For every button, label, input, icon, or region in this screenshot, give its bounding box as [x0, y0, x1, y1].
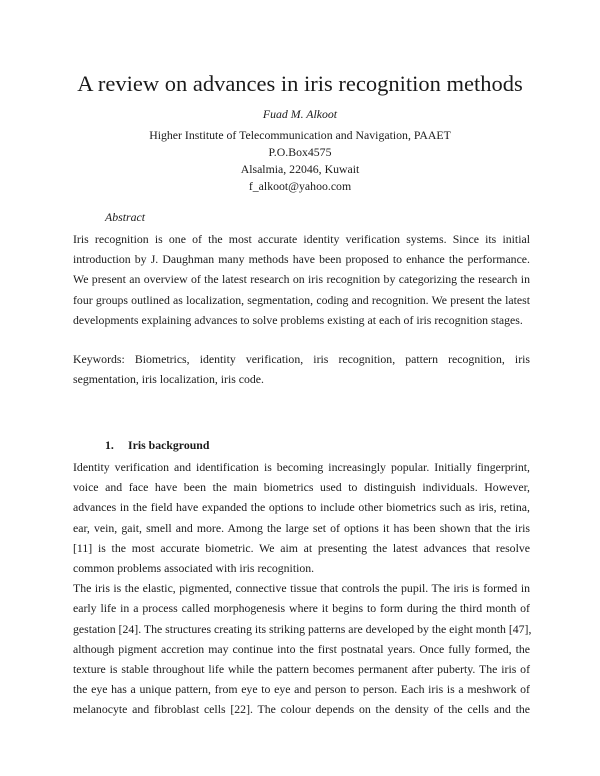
text-line: ear, vein, gait, smell and more. Among the large set of options it has been shown that the iris — [73, 520, 530, 535]
text-line: common problems associated with iris recognition. — [73, 560, 315, 575]
text-line: advances in the field have expanded the options to include other biometrics such as iris, retina, — [73, 500, 530, 515]
affiliation-block — [0, 127, 600, 195]
text-line: The iris is the elastic, pigmented, connective tissue that controls the pupil. The iris is formed in — [73, 581, 530, 596]
affiliation-line: Higher Institute of Telecommunication and Navigation, PAAET — [149, 128, 451, 142]
text-line: [11] is the most accurate biometric. We aim at presenting the latest advances that resolve — [73, 540, 530, 555]
section-heading — [105, 438, 209, 453]
text-line: four groups outlined as localization, segmentation, coding and recognition. We present the latest — [73, 292, 530, 307]
paper-title: A review on advances in iris recognition methods — [77, 71, 523, 96]
abstract-paragraph — [73, 229, 530, 330]
text-line: voice and face have been the main biometrics used to distinguish individuals. However, — [73, 480, 530, 495]
text-line: We present an overview of the latest research on iris recognition by categorizing the research in — [73, 272, 530, 287]
text-line: Keywords: Biometrics, identity verification, iris recognition, pattern recognition, iris — [73, 352, 530, 366]
text-line: Identity verification and identification is becoming increasingly popular. Initially fingerprint, — [73, 460, 530, 474]
text-line: melanocyte and fibroblast cells [22]. The colour depends on the density of the cells and the — [73, 702, 530, 717]
text-line: early life in a process called morphogenesis where it begins to form during the third month of — [73, 601, 530, 616]
text-line: Iris recognition is one of the most accurate identity verification systems. Since its initial — [73, 232, 530, 246]
text-line: developments explaining advances to solve problems existing at each of iris recognition stages. — [73, 312, 523, 327]
author-name: Fuad M. Alkoot — [262, 107, 338, 121]
text-line: texture is stable throughout life while the pattern becomes permanent after puberty. The iris of — [73, 661, 530, 676]
text-line: the eye has a unique pattern, from eye to eye and person to person. Each iris is a meshwork of — [73, 682, 530, 697]
text-line: segmentation, iris localization, iris code. — [73, 372, 264, 387]
abstract-heading: Abstract — [105, 210, 145, 224]
affiliation-line: P.O.Box4575 — [268, 145, 332, 159]
affiliation-line: Alsalmia, 22046, Kuwait — [240, 162, 360, 176]
text-line: although pigment accretion may continue into the first postnatal years. Once fully formed, the — [73, 641, 530, 656]
keywords-paragraph — [73, 349, 530, 389]
author-email: f_alkoot@yahoo.com — [248, 179, 352, 193]
text-line: gestation [24]. The structures creating its striking patterns are developed by the eight month [47], — [73, 621, 532, 636]
text-line: introduction by J. Daughman many methods have been proposed to enhance the performance. — [73, 252, 530, 267]
section-number: 1. — [105, 438, 114, 452]
section-title: Iris background — [128, 438, 210, 452]
section-body — [73, 457, 530, 719]
